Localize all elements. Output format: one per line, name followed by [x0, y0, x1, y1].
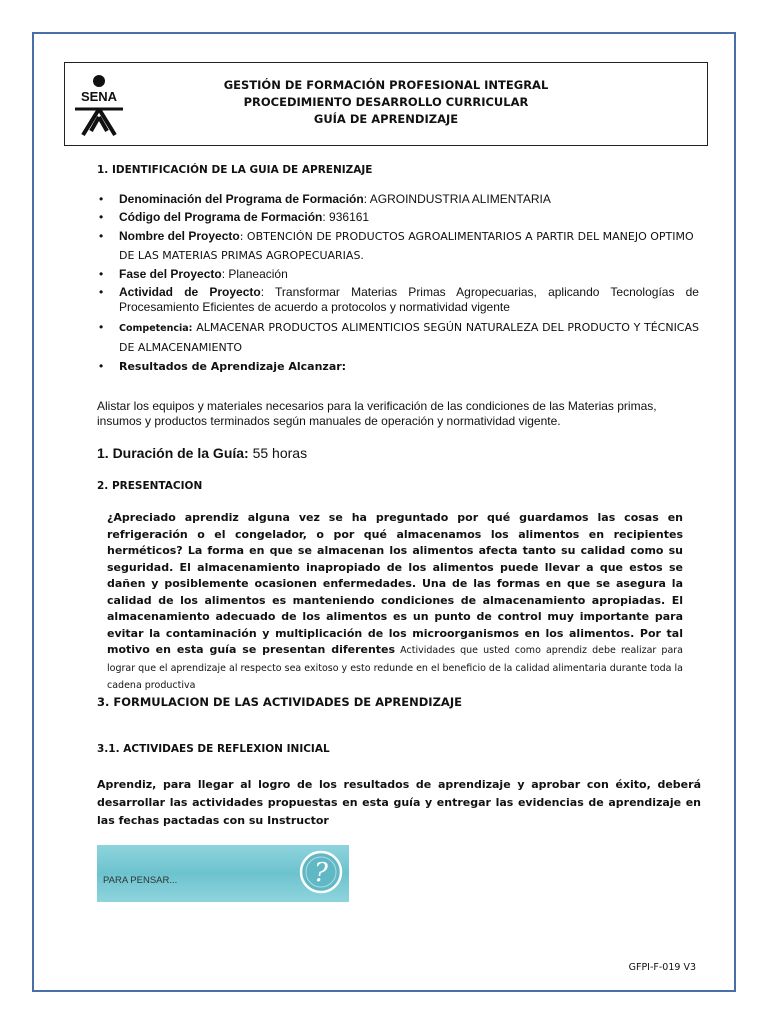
section-3-title: 3. FORMULACION DE LAS ACTIVIDADES DE APRENDIZAJE [97, 695, 462, 709]
list-item: • Fase del Proyecto: Planeación [99, 267, 699, 283]
duration: 1. Duración de la Guía: 55 horas [97, 445, 308, 461]
section-1-title: 1. IDENTIFICACIÓN DE LA GUIA DE APRENIZAJE [97, 164, 373, 176]
learning-result-text: Alistar los equipos y materiales necesarios para la verificación de las condiciones de las Materias primas, insumos y productos terminados según manuales de operación y normatividad vigente. [97, 399, 657, 428]
section-2-title: 2. PRESENTACION [97, 480, 203, 492]
list-item: • Actividad de Proyecto: Transformar Materias Primas Agropecuarias, aplicando Tecnologías de Procesamiento Eficientes de acuerdo a protocolos y normatividad vigente [99, 285, 699, 316]
list-item: • Nombre del Proyecto: OBTENCIÓN DE PRODUCTOS AGROALIMENTARIOS A PARTIR DEL MANEJO OPTIMO DE LAS MATERIAS PRIMAS AGROPECUARIAS. [99, 227, 699, 265]
form-code: GFPI-F-019 V3 [628, 962, 696, 973]
para-pensar-banner [97, 845, 349, 902]
svg-text:SENA: SENA [80, 89, 118, 104]
presentation-text: ¿Apreciado aprendiz alguna vez se ha preguntado por qué guardamos las cosas en refrigeración o el congelador, o por qué almacenamos los alimentos en recipientes herméticos? La forma en que se almacenan los alimentos afecta tanto su calidad como su seguridad. El almacenamiento inapropiado de los alimentos puede llevar a que estos se dañen y posiblemente ocasionen enfermedades. Una de las formas en que se asegura la calidad de los alimentos es manteniendo condiciones de almacenamiento apropiadas. El almacenamiento adecuado de los alimentos es un punto de control muy importante para evitar la contaminación y multiplicación de los microorganismos en los alimentos. Por tal motivo en esta guía se presentan diferentes Actividades que usted como aprendiz debe realizar para lograr que el aprendizaje al respecto sea exitoso y esto redunde en el beneficio de la calidad alimentaria durante toda la cadena productiva [107, 511, 684, 691]
svg-text:?: ? [314, 858, 328, 888]
header-line-1: GESTIÓN DE FORMACIÓN PROFESIONAL INTEGRAL [223, 78, 549, 92]
section-3-1-title: 3.1. ACTIVIDAES DE REFLEXION INICIAL [97, 743, 330, 755]
header-line-3: GUÍA DE APRENDIZAJE [313, 112, 459, 126]
identification-list [99, 192, 699, 376]
reflection-text: Aprendiz, para llegar al logro de los resultados de aprendizaje y aprobar con éxito, deberá desarrollar las actividades propuestas en esta guía y entregar las evidencias de aprendizaje en las fechas pactadas con su Instructor [97, 778, 701, 827]
list-item: • Denominación del Programa de Formación: AGROINDUSTRIA ALIMENTARIA [99, 192, 699, 208]
question-mark-icon [297, 848, 345, 896]
list-item: • Resultados de Aprendizaje Alcanzar: [99, 359, 699, 375]
header-titles [65, 77, 707, 128]
list-item: • Competencia: ALMACENAR PRODUCTOS ALIMENTICIOS SEGÚN NATURALEZA DEL PRODUCTO Y TÉCNICAS DE ALMACENAMIENTO [99, 318, 699, 357]
list-item: • Código del Programa de Formación: 936161 [99, 210, 699, 226]
banner-label: PARA PENSAR... [103, 875, 178, 886]
document-header [64, 62, 708, 146]
header-line-2: PROCEDIMIENTO DESARROLLO CURRICULAR [243, 95, 529, 109]
